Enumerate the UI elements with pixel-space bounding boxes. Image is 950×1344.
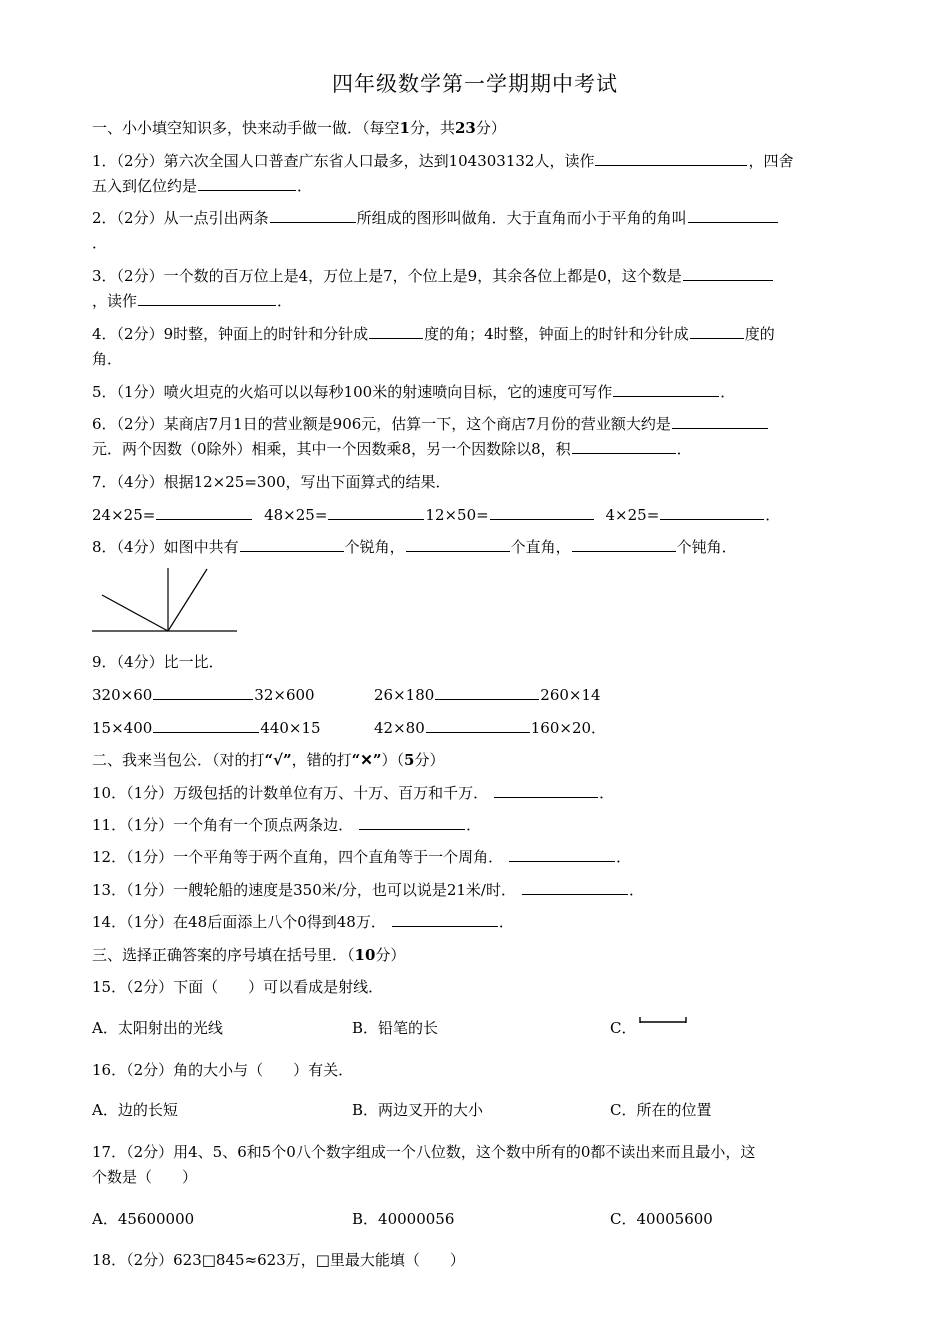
question-13-end: ． (628, 881, 644, 899)
question-4-text-d: 角． (92, 350, 123, 368)
question-14 (92, 912, 862, 932)
answer-blank[interactable] (613, 382, 719, 397)
question-18 (92, 1250, 862, 1270)
question-3-text-b: ，读作 (92, 292, 138, 310)
compare-row-2-left (92, 718, 321, 738)
q17-option-b[interactable]: B．40000056 (352, 1210, 455, 1228)
question-13 (92, 880, 862, 900)
section-2-close: ）（ (381, 751, 404, 769)
question-14-end: ． (498, 913, 514, 931)
answer-blank[interactable] (153, 718, 259, 733)
section-3-suffix: 分） (375, 946, 406, 964)
question-5-text-b: ． (720, 383, 736, 401)
section-1-prefix: 一、小小填空知识多，快来动手做一做．（每空 (92, 119, 400, 137)
equation-3: 12×50= (425, 506, 489, 524)
compare-expr: 15×400 (92, 719, 153, 737)
question-3-line-1 (92, 266, 862, 286)
question-1-line-2 (92, 176, 862, 196)
equation-4: 4×25= (605, 506, 660, 524)
answer-blank[interactable] (359, 815, 465, 830)
answer-blank[interactable] (435, 685, 539, 700)
question-7 (92, 472, 862, 492)
question-10 (92, 783, 862, 803)
question-10-text: 10．（1分）万级包括的计数单位有万、十万、百万和千万． (92, 784, 489, 802)
section-2-header (92, 750, 862, 770)
q16-option-a[interactable]: A．边的长短 (92, 1101, 178, 1119)
question-5-text: 5．（1分）喷火坦克的火焰可以以每秒100米的射速喷向目标，它的速度可写作 (92, 383, 613, 401)
question-4-line-1 (92, 324, 862, 344)
section-1-points-each: 1 (399, 119, 410, 137)
ray-right (168, 569, 207, 631)
section-1-mid: 分，共 (409, 119, 455, 137)
question-16-text: 16．（2分）角的大小与（ ）有关． (92, 1061, 354, 1079)
answer-blank[interactable] (595, 151, 747, 166)
q15-option-c[interactable] (610, 1018, 636, 1038)
answer-blank[interactable] (683, 266, 773, 281)
section-2-suffix: 分） (414, 751, 445, 769)
answer-blank[interactable] (672, 414, 768, 429)
q16-option-c[interactable]: C．所在的位置 (610, 1101, 712, 1119)
equation-1: 24×25= (92, 506, 156, 524)
question-2-text: 2．（2分）从一点引出两条 (92, 209, 269, 227)
question-1-text-d: ． (297, 177, 313, 195)
question-18-text: 18．（2分）623□845≈623万，□里最大能填（ ） (92, 1251, 465, 1269)
question-4-text-b: 度的角；4时整，钟面上的时针和分针成 (424, 325, 689, 343)
question-17-line-1 (92, 1142, 862, 1162)
question-9 (92, 652, 862, 672)
question-6-text: 6．（2分）某商店7月1日的营业额是906元，估算一下，这个商店7月份的营业额大约是 (92, 415, 671, 433)
answer-blank[interactable] (156, 505, 252, 520)
answer-blank[interactable] (494, 783, 598, 798)
compare-row-1-right (374, 685, 601, 705)
question-2-line-2 (92, 233, 862, 253)
question-14-text: 14．（1分）在48后面添上八个0得到48万． (92, 913, 386, 931)
question-15-text: 15．（2分）下面（ ）可以看成是射线． (92, 978, 384, 996)
question-8-text-c: 个直角， (510, 538, 571, 556)
q15-option-b[interactable]: B．铅笔的长 (352, 1019, 439, 1037)
section-3-points: 10 (354, 946, 376, 964)
section-2-prefix: 二、我来当包公．（对的打 (92, 751, 265, 769)
answer-blank[interactable] (509, 847, 615, 862)
question-11-end: ． (466, 816, 482, 834)
angle-figure (90, 565, 240, 635)
question-7-text: 7．（4分）根据12×25=300，写出下面算式的结果． (92, 473, 451, 491)
question-3-text: 3．（2分）一个数的百万位上是4，万位上是7，个位上是9，其余各位上都是0，这个数是 (92, 267, 682, 285)
compare-expr: 440×15 (260, 719, 321, 737)
q15-option-c-label: C． (610, 1019, 637, 1037)
question-5 (92, 382, 862, 402)
question-17-text: 17．（2分）用4、5、6和5个0八个数字组成一个八位数，这个数中所有的0都不读出来而且最小，这 (92, 1143, 756, 1161)
question-11-text: 11．（1分）一个角有一个顶点两条边． (92, 816, 354, 834)
answer-blank[interactable] (153, 685, 253, 700)
section-2-right-mark: “√” (264, 751, 292, 769)
compare-expr: 260×14 (540, 686, 601, 704)
question-2-text-c: ． (92, 234, 108, 252)
question-8-text-d: 个钝角． (676, 538, 737, 556)
question-9-text: 9．（4分）比一比． (92, 653, 224, 671)
compare-row-1-left (92, 685, 315, 705)
answer-blank[interactable] (198, 176, 296, 191)
answer-blank[interactable] (688, 208, 778, 223)
question-16 (92, 1060, 862, 1080)
question-4-text: 4．（2分）9时整，钟面上的时针和分针成 (92, 325, 369, 343)
q15-option-a[interactable]: A．太阳射出的光线 (92, 1019, 223, 1037)
answer-blank[interactable] (406, 537, 510, 552)
question-12 (92, 847, 862, 867)
section-1-suffix: 分） (475, 119, 506, 137)
question-11 (92, 815, 862, 835)
question-17-line-2 (92, 1167, 862, 1187)
section-3-prefix: 三、选择正确答案的序号填在括号里．（ (92, 946, 355, 964)
answer-blank[interactable] (490, 505, 594, 520)
compare-expr: 320×60 (92, 686, 153, 704)
answer-blank[interactable] (270, 208, 356, 223)
question-12-text: 12．（1分）一个平角等于两个直角，四个直角等于一个周角． (92, 848, 504, 866)
section-1-total: 23 (454, 119, 476, 137)
question-3-line-2 (92, 291, 862, 311)
answer-blank[interactable] (426, 718, 530, 733)
section-2-points: 5 (404, 751, 415, 769)
question-6-text-c: ． (676, 440, 692, 458)
equation-2: 48×25= (264, 506, 328, 524)
question-4-text-c: 度的 (744, 325, 775, 343)
compare-expr: 42×80 (374, 719, 425, 737)
section-1-header (92, 118, 862, 138)
question-8 (92, 537, 862, 557)
answer-blank[interactable] (328, 505, 424, 520)
question-13-text: 13．（1分）一艘轮船的速度是350米/分，也可以说是21米/时． (92, 881, 516, 899)
question-1-line-1 (92, 151, 862, 171)
ray-left (102, 595, 168, 631)
question-6-line-2 (92, 439, 862, 459)
question-15 (92, 977, 862, 997)
q16-option-b[interactable]: B．两边叉开的大小 (352, 1101, 484, 1119)
question-17-text-b: 个数是（ ） (92, 1168, 198, 1186)
question-7-equations (92, 505, 862, 525)
question-1-text-b: ，四舍 (748, 152, 794, 170)
answer-blank[interactable] (572, 439, 676, 454)
answer-blank[interactable] (572, 537, 676, 552)
equation-end: ． (765, 506, 781, 524)
q17-option-c[interactable]: C．40005600 (610, 1210, 713, 1228)
compare-row-2-right (374, 718, 606, 738)
question-10-end: ． (599, 784, 615, 802)
question-12-end: ． (616, 848, 632, 866)
question-6-line-1 (92, 414, 862, 434)
answer-blank[interactable] (240, 537, 344, 552)
q17-option-a[interactable]: A．45600000 (92, 1210, 195, 1228)
compare-expr: 160×20． (530, 719, 607, 737)
question-1-text-c: 五入到亿位约是 (92, 177, 198, 195)
answer-blank[interactable] (522, 880, 628, 895)
section-2-mid: ，错的打 (291, 751, 352, 769)
question-3-text-c: ． (277, 292, 293, 310)
page-title: 四年级数学第一学期期中考试 (332, 72, 618, 96)
question-8-text: 8．（4分）如图中共有 (92, 538, 239, 556)
question-1-text: 1．（2分）第六次全国人口普查广东省人口最多，达到104303132人，读作 (92, 152, 595, 170)
question-2-text-b: 所组成的图形叫做角．大于直角而小于平角的角叫 (356, 209, 687, 227)
compare-expr: 32×600 (254, 686, 315, 704)
question-6-text-b: 元．两个因数（0除外）相乘，其中一个因数乘8，另一个因数除以8，积 (92, 440, 571, 458)
section-3-header (92, 945, 862, 965)
answer-blank[interactable] (392, 912, 498, 927)
question-4-line-2 (92, 349, 862, 369)
compare-expr: 26×180 (374, 686, 435, 704)
answer-blank[interactable] (138, 291, 276, 306)
answer-blank[interactable] (660, 505, 764, 520)
question-2-line-1 (92, 208, 862, 228)
answer-blank[interactable] (690, 324, 744, 339)
answer-blank[interactable] (369, 324, 423, 339)
question-8-text-b: 个锐角， (344, 538, 405, 556)
section-2-wrong-mark: “✕” (351, 751, 382, 769)
segment-figure (638, 1014, 690, 1026)
